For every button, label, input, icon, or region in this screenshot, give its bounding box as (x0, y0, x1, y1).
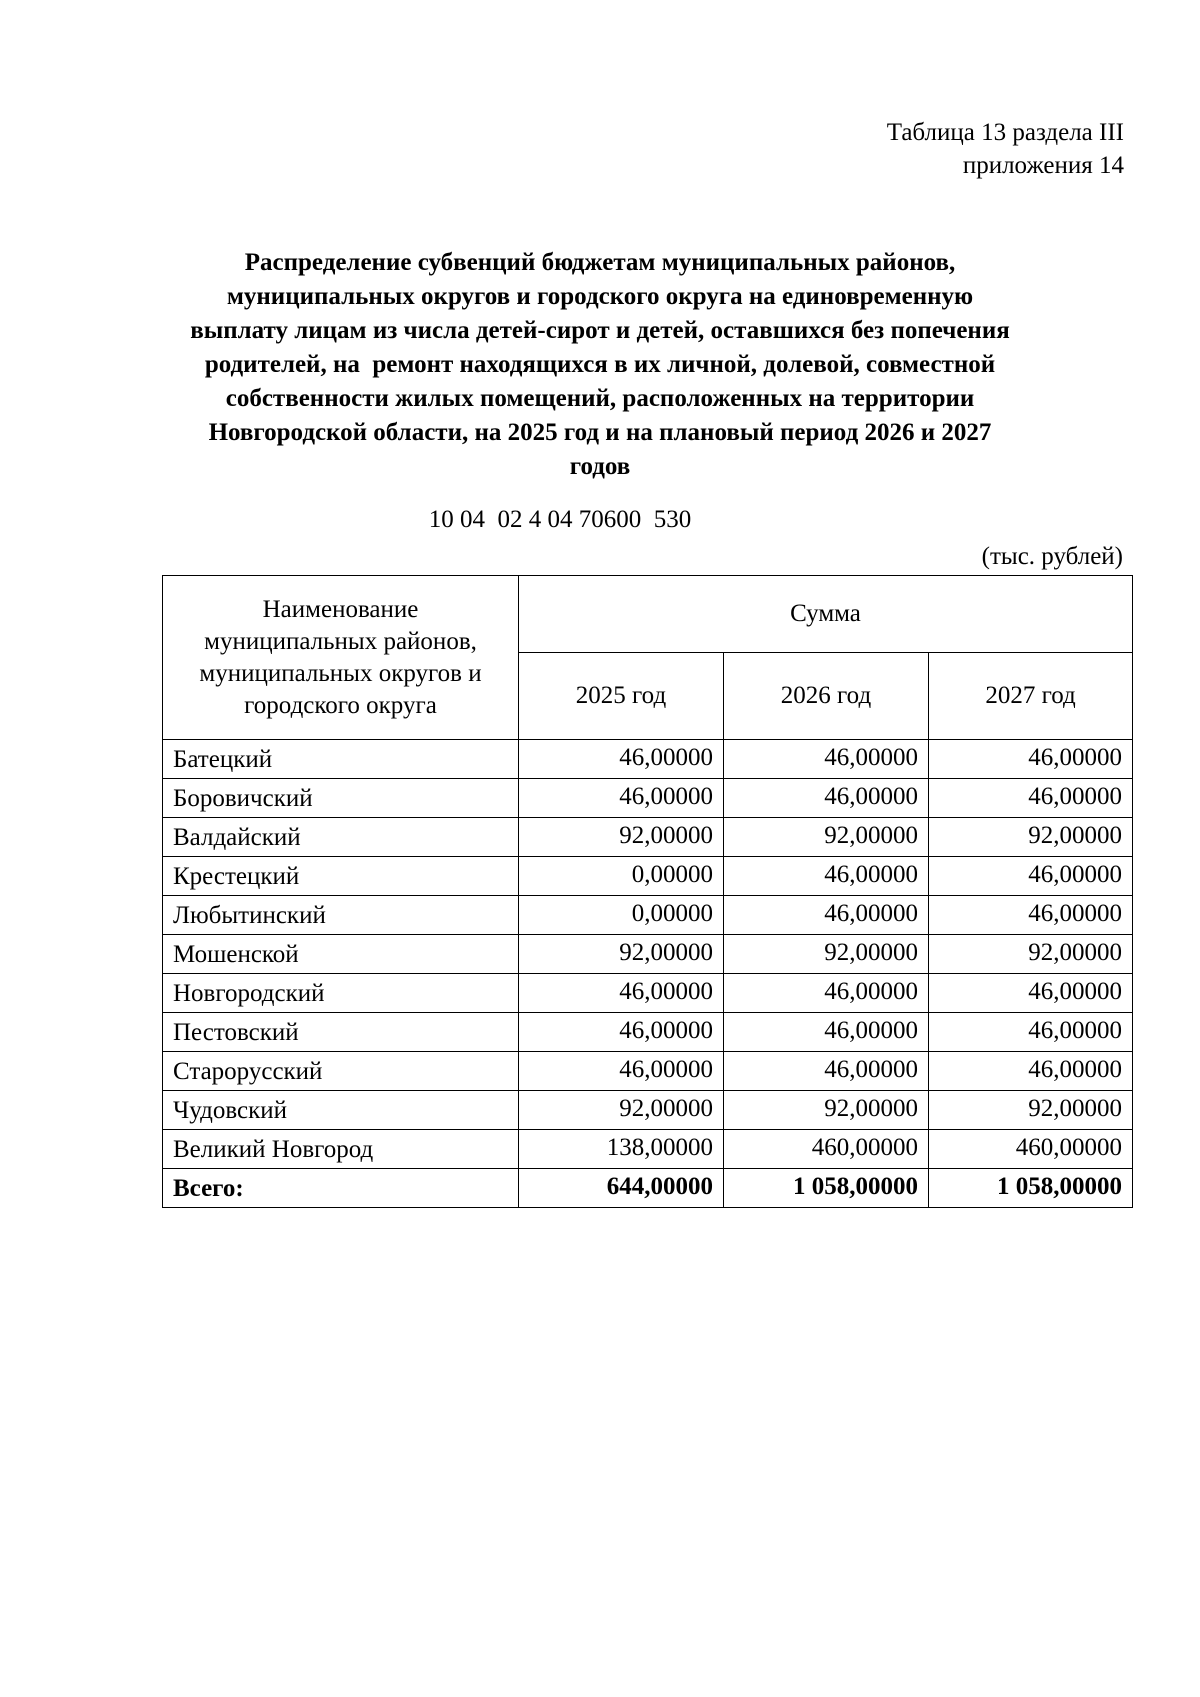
row-name: Великий Новгород (163, 1130, 519, 1169)
row-name: Пестовский (163, 1013, 519, 1052)
total-value-2025: 644,00000 (519, 1169, 724, 1208)
row-value-2025: 138,00000 (519, 1130, 724, 1169)
title-line-6: Новгородской области, на 2025 год и на плановый период 2026 и 2027 (208, 419, 992, 446)
title-line-5: собственности жилых помещений, расположенных на территории (225, 385, 975, 412)
row-value-2027: 46,00000 (929, 974, 1133, 1013)
row-value-2027: 92,00000 (929, 818, 1133, 857)
title-line-4: родителей, на ремонт находящихся в их личной, долевой, совместной (204, 351, 996, 378)
header-year-2026: 2026 год (724, 653, 929, 740)
row-value-2027: 46,00000 (929, 1013, 1133, 1052)
row-value-2025: 92,00000 (519, 1091, 724, 1130)
table-row (163, 1052, 1133, 1091)
row-name: Чудовский (163, 1091, 519, 1130)
row-value-2027: 46,00000 (929, 857, 1133, 896)
title-line-1: Распределение субвенций бюджетам муниципальных районов, (244, 249, 956, 276)
table-reference (887, 116, 1124, 182)
row-value-2026: 46,00000 (724, 974, 929, 1013)
table-row (163, 818, 1133, 857)
subvention-table (162, 575, 1133, 1208)
table-row (163, 1013, 1133, 1052)
row-value-2025: 46,00000 (519, 779, 724, 818)
row-value-2026: 46,00000 (724, 1013, 929, 1052)
total-value-2027: 1 058,00000 (929, 1169, 1133, 1208)
row-name: Боровичский (163, 779, 519, 818)
row-name: Крестецкий (163, 857, 519, 896)
row-value-2026: 46,00000 (724, 740, 929, 779)
row-value-2027: 92,00000 (929, 935, 1133, 974)
row-value-2026: 46,00000 (724, 857, 929, 896)
row-value-2026: 92,00000 (724, 935, 929, 974)
units-label: (тыс. рублей) (981, 543, 1123, 570)
document-title (150, 246, 1050, 484)
header-year-2027: 2027 год (929, 653, 1133, 740)
header-year-2025: 2025 год (519, 653, 724, 740)
row-value-2027: 46,00000 (929, 779, 1133, 818)
header-sum: Сумма (519, 576, 1133, 653)
total-value-2026: 1 058,00000 (724, 1169, 929, 1208)
row-value-2026: 92,00000 (724, 818, 929, 857)
row-value-2027: 92,00000 (929, 1091, 1133, 1130)
row-value-2027: 46,00000 (929, 740, 1133, 779)
row-name: Любытинский (163, 896, 519, 935)
row-value-2025: 0,00000 (519, 896, 724, 935)
row-value-2026: 460,00000 (724, 1130, 929, 1169)
row-value-2025: 46,00000 (519, 1052, 724, 1091)
row-value-2025: 0,00000 (519, 857, 724, 896)
row-value-2026: 92,00000 (724, 1091, 929, 1130)
title-line-2: муниципальных округов и городского округа на единовременную (226, 283, 974, 310)
title-line-3: выплату лицам из числа детей-сирот и детей, оставшихся без попечения (190, 317, 1010, 344)
row-value-2026: 46,00000 (724, 1052, 929, 1091)
row-name: Мошенской (163, 935, 519, 974)
row-name: Батецкий (163, 740, 519, 779)
table-row (163, 1091, 1133, 1130)
table-row (163, 896, 1133, 935)
table-row (163, 1130, 1133, 1169)
row-name: Новгородский (163, 974, 519, 1013)
row-value-2026: 46,00000 (724, 896, 929, 935)
reference-line-2: приложения 14 (962, 152, 1124, 179)
table-row (163, 857, 1133, 896)
table-row (163, 974, 1133, 1013)
row-value-2027: 460,00000 (929, 1130, 1133, 1169)
row-value-2025: 46,00000 (519, 974, 724, 1013)
table-row (163, 779, 1133, 818)
row-value-2026: 46,00000 (724, 779, 929, 818)
row-name: Старорусский (163, 1052, 519, 1091)
header-municipality-name: Наименование муниципальных районов, муниципальных округов и городского округа (163, 576, 519, 740)
row-value-2027: 46,00000 (929, 896, 1133, 935)
row-name: Валдайский (163, 818, 519, 857)
row-value-2025: 92,00000 (519, 818, 724, 857)
table-row (163, 935, 1133, 974)
total-label: Всего: (163, 1169, 519, 1208)
reference-line-1: Таблица 13 раздела III (886, 119, 1124, 146)
row-value-2025: 46,00000 (519, 1013, 724, 1052)
title-line-7: годов (569, 453, 631, 480)
row-value-2027: 46,00000 (929, 1052, 1133, 1091)
row-value-2025: 92,00000 (519, 935, 724, 974)
budget-code: 10 04 02 4 04 70600 530 (428, 506, 692, 533)
table-total-row (163, 1169, 1133, 1208)
row-value-2025: 46,00000 (519, 740, 724, 779)
table-row (163, 740, 1133, 779)
